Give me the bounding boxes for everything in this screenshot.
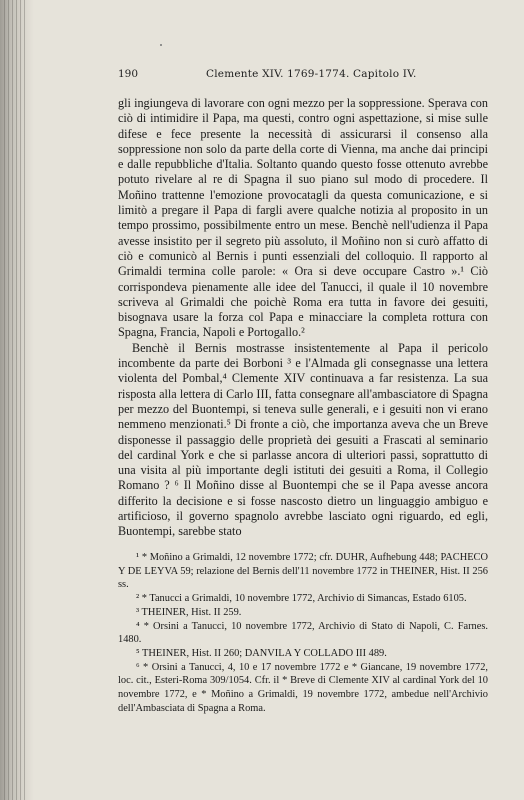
footnote: ⁵ THEINER, Hist. II 260; DANVILA Y COLLADO III 489. (136, 647, 387, 659)
paragraph: gli ingiungeva di lavorare con ogni mezzo per la soppressione. Sperava con ciò di intimidire il Papa, ma questi, contro ogni aspettazione, si mise sulle difese e fece presente la necessità di assicurarsi il consenso alla soppressione non solo da parte della corte di Vienna, ma anche dai principi e dalle repubbliche d'Italia. Soltanto quando questo fosse ottenuto avrebbe potuto rivelare al re di Spagna il suo piano sul modo di procedere. Il Moñino trattenne l'emozione provocatagli da questa comunicazione, e si limitò a pregare il Papa di fargli avere qualche notizia al proposito in un tempo prossimo, possibilmente entro un mese. Benchè nell'udienza il Papa avesse insistito per il segreto più assoluto, il Moñino non si curò affatto di ciò e comunicò al Bernis i punti essenziali del colloquio. Il rapporto al Grimaldi termina colle parole: « Ora si deve occupare Castro ».¹ Ciò corrispondeva pienamente alle idee del Tanucci, il quale il 10 novembre scriveva al Grimaldi che poichè Roma era tutta in favore dei gesuiti, bisognava usare la forza col Papa e minacciare la completa rottura con Spagna, Francia, Napoli e Portogallo.² (118, 96, 488, 340)
page-header (118, 68, 488, 82)
running-head: Clemente XIV. 1769-1774. Capitolo IV. (206, 68, 417, 80)
footnote: ² * Tanucci a Grimaldi, 10 novembre 1772, Archivio di Simancas, Estado 6105. (136, 593, 467, 605)
paragraph: Benchè il Bernis mostrasse insistentemente al Papa il pericolo incombente da parte dei Borboni ³ e l'Almada gli consegnasse una lettera violenta del Pombal,⁴ Clemente XIV continuava a far resistenza. La sua risposta alla lettera di Carlo III, fatta consegnare all'ambasciatore di Spagna per mezzo del Buontempi, si teneva sulle generali, e i gesuiti non vi erano nemmeno menzionati.⁵ Di fronte a ciò, che importanza aveva che un Breve disponesse il passaggio delle proprietà dei gesuiti a Frascati al seminario del cardinal York e che si parlasse ancora di ulteriori passi, soprattutto di una visita al più importante degli istituti dei gesuiti a Roma, il Collegio Romano ? ⁶ Il Moñino disse al Buontempi che se il Papa avesse ancora differito la decisione e si fosse nascosto dietro un linguaggio ambiguo e artificioso, il governo spagnolo avrebbe lasciato ogni riguardo, ed egli, Buontempi, sarebbe stato (118, 340, 488, 539)
footnote: ¹ * Moñino a Grimaldi, 12 novembre 1772; cfr. DUHR, Aufhebung 448; PACHECO Y DE LEYVA 59; relazione del Bernis dell'11 novembre 1772 in THEINER, Hist. II 256 ss. (118, 552, 488, 591)
page-number: 190 (118, 68, 139, 80)
main-text (118, 96, 488, 540)
footnote: ⁶ * Orsini a Tanucci, 4, 10 e 17 novembre 1772 e * Giancane, 19 novembre 1772, loc. cit., Esteri-Roma 309/1054. Cfr. il * Breve di Clemente XIV al cardinal York del 10 novembre 1772, e * Moñino a Grimaldi, 19 novembre 1772, ambedue nell'Archivio dell'Ambasciata di Spagna a Roma. (118, 661, 488, 714)
speck (160, 44, 162, 46)
footnotes (118, 551, 488, 715)
footnote: ³ THEINER, Hist. II 259. (136, 606, 242, 618)
footnote: ⁴ * Orsini a Tanucci, 10 novembre 1772, Archivio di Stato di Napoli, C. Farnes. 1480. (118, 620, 488, 646)
gutter-page-edges (4, 0, 26, 800)
page-gutter (0, 0, 34, 800)
